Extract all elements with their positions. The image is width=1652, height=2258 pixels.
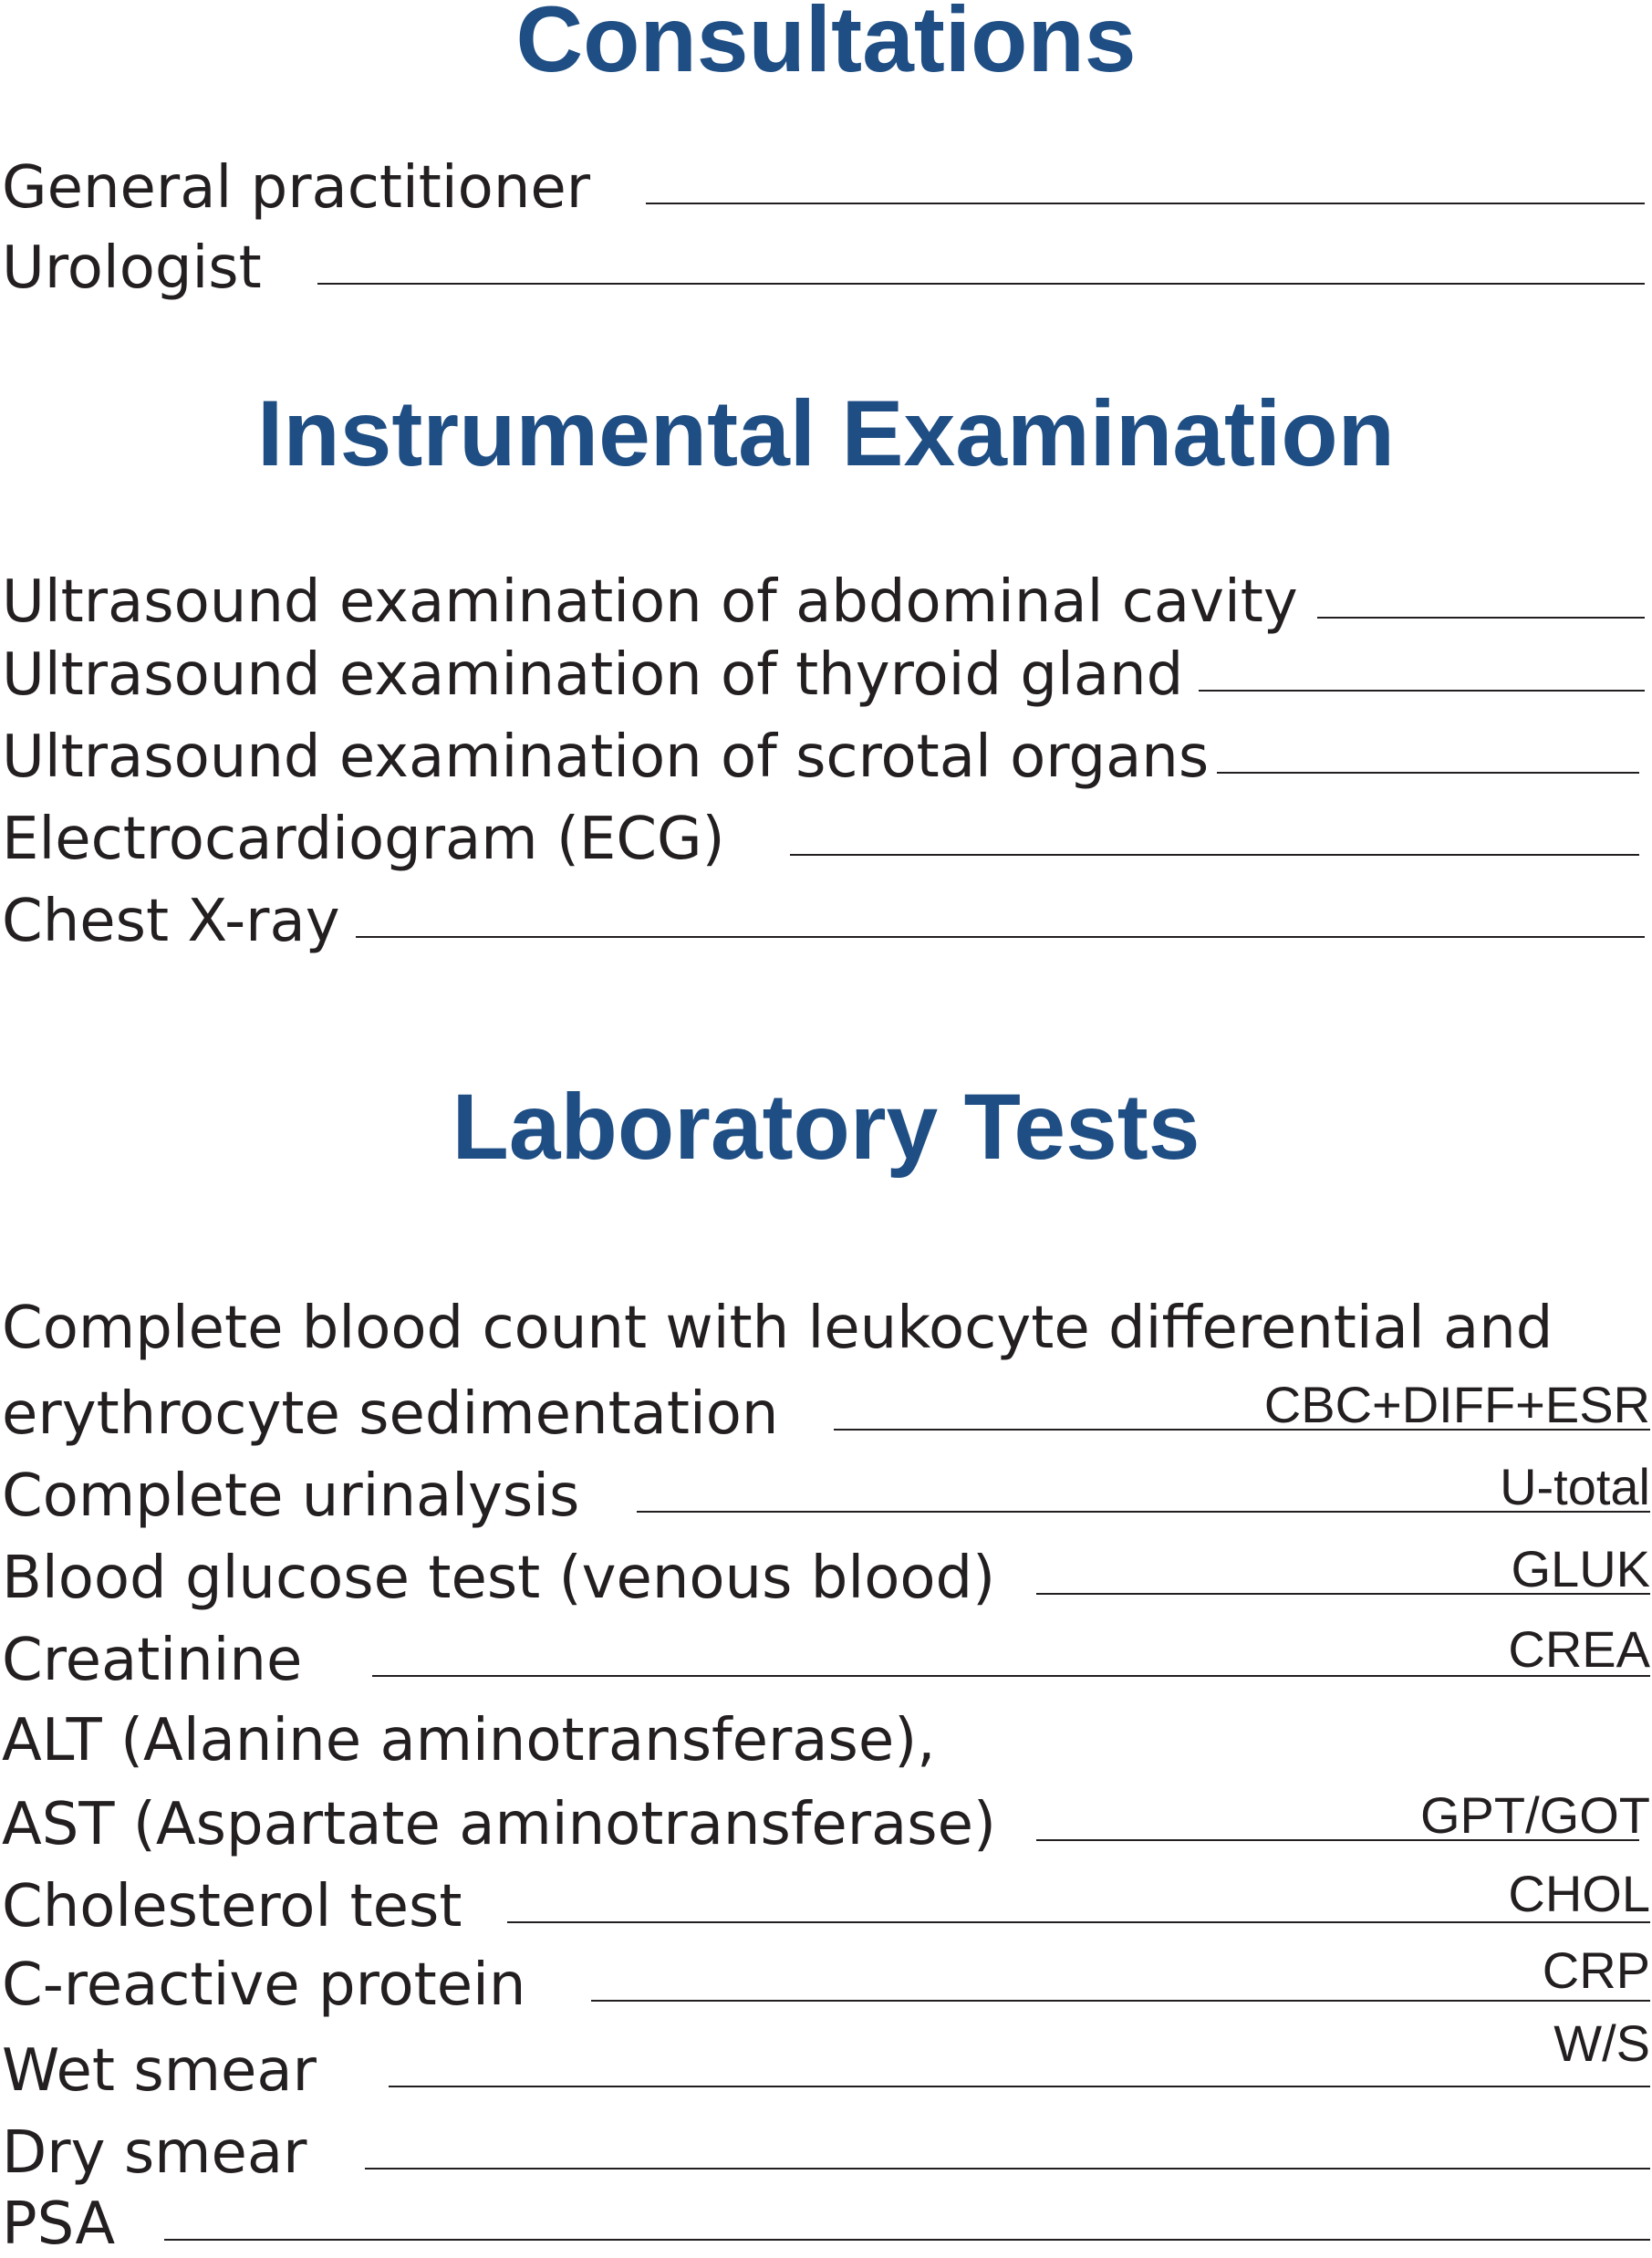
blank-line[interactable] [1217,772,1639,774]
form-row-cbc [0,1361,1652,1448]
section-title-laboratory: Laboratory Tests [452,1075,1200,1179]
form-row-alt-ast [0,1772,1652,1858]
row-label: Ultrasound examination of thyroid gland [2,641,1184,709]
form-row-cholesterol [0,1854,1652,1941]
row-label: Urologist [2,234,262,302]
blank-line[interactable] [637,1511,1650,1513]
row-label: Chest X-ray [2,888,340,955]
form-row-glucose [0,1525,1652,1612]
form-row-ecg [0,786,1652,873]
blank-line[interactable] [365,2168,1650,2170]
test-code: GPT/GOT [1420,1786,1650,1844]
blank-line[interactable] [356,936,1645,938]
form-row-urinalysis [0,1443,1652,1530]
form-row-wet-smear [0,2014,1652,2105]
row-label: Dry smear [2,2119,307,2187]
row-label: PSA [2,2190,116,2258]
row-label: Blood glucose test (venous blood) [2,1545,996,1612]
row-label: General practitioner [2,154,591,222]
row-label: C-reactive protein [2,1951,526,2019]
row-label: Ultrasound examination of abdominal cavity [2,568,1298,636]
form-row-psa [0,2171,1652,2258]
form-row-us-scrotal [0,704,1652,791]
blank-line[interactable] [1199,690,1645,692]
row-label-line1: Complete blood count with leukocyte differential and [2,1295,1553,1362]
row-label: erythrocyte sedimentation [2,1380,779,1448]
row-label: Ultrasound examination of scrotal organs [2,723,1210,791]
test-code: CBC+DIFF+ESR [1263,1376,1650,1433]
blank-line[interactable] [1317,617,1645,619]
form-row-dry-smear [0,2100,1652,2187]
form-row-crp [0,1932,1652,2019]
row-label: AST (Aspartate aminotransferase) [2,1791,996,1858]
blank-line[interactable] [389,2086,1650,2087]
section-title-consultations: Consultations [515,0,1137,91]
form-row-us-abdominal [0,549,1652,636]
section-title-instrumental: Instrumental Examination [257,381,1395,485]
form-row-us-thyroid [0,622,1652,709]
blank-line[interactable] [591,2000,1650,2002]
row-label: Cholesterol test [2,1873,462,1941]
form-row-general-practitioner [0,135,1652,222]
blank-line[interactable] [646,203,1645,204]
test-code: GLUK [1511,1540,1650,1597]
form-row-chest-xray [0,869,1652,955]
blank-line[interactable] [372,1675,1650,1677]
blank-line[interactable] [164,2239,1650,2241]
row-label: Electrocardiogram (ECG) [2,806,725,873]
test-code: U-total [1500,1458,1650,1515]
test-code: CREA [1508,1620,1650,1678]
blank-line[interactable] [317,283,1645,285]
test-code: CHOL [1508,1865,1650,1922]
blank-line[interactable] [507,1921,1650,1923]
form-row-urologist [0,215,1652,302]
row-label: Wet smear [2,2037,317,2105]
row-label: Complete urinalysis [2,1462,580,1530]
test-code: W/S [1553,2014,1650,2072]
row-label-line1: ALT (Alanine aminotransferase), [2,1707,936,1774]
form-row-creatinine [0,1608,1652,1694]
test-code: CRP [1542,1941,1650,1999]
row-label: Creatinine [2,1627,303,1694]
blank-line[interactable] [790,854,1639,856]
